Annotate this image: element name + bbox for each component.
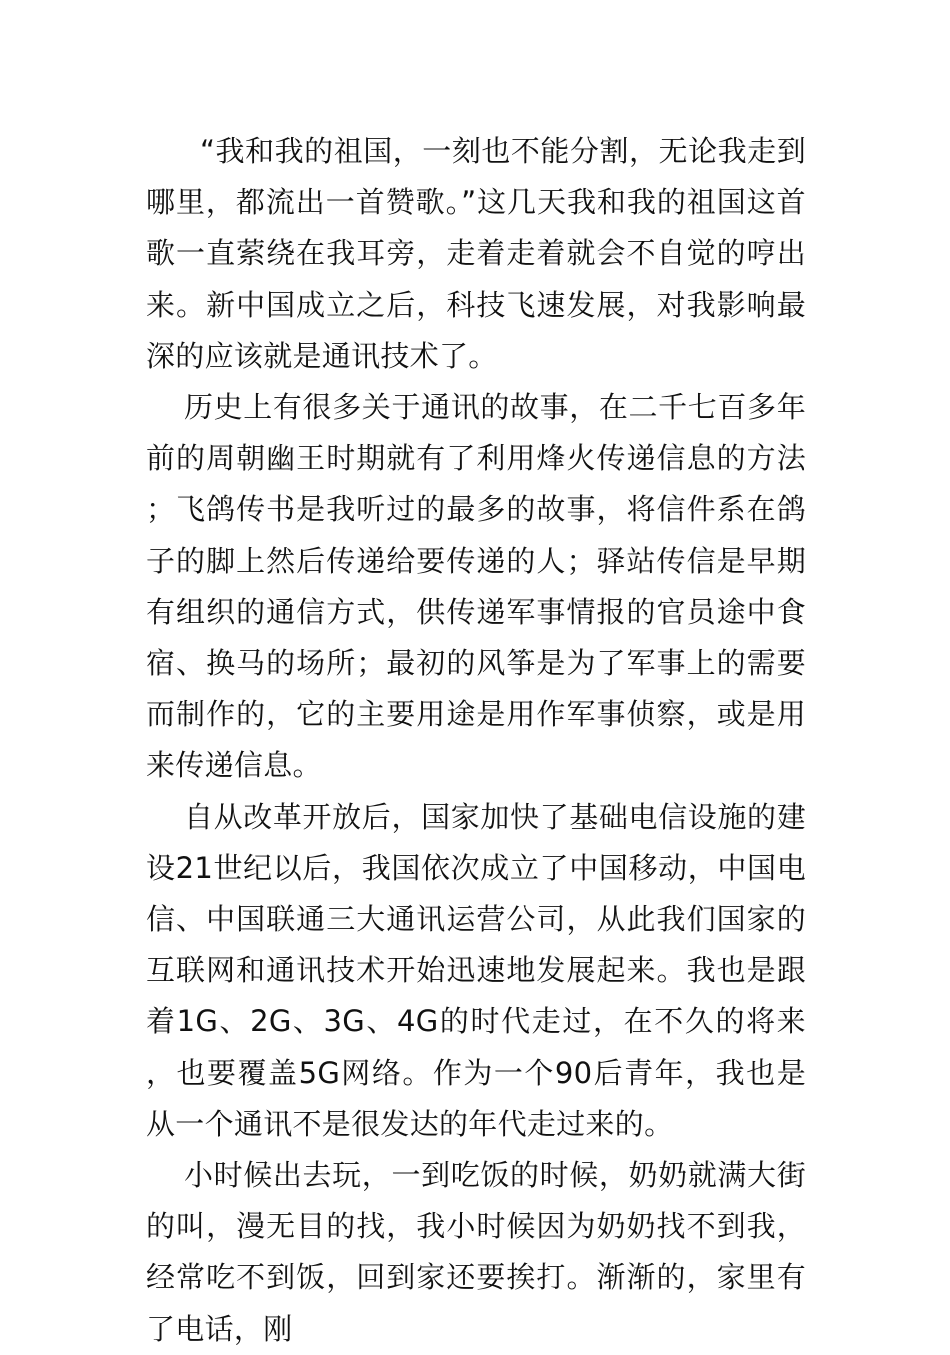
paragraph-1: “我和我的祖国，一刻也不能分割，无论我走到哪里，都流出一首赞歌。”这几天我和我的祖国这首歌一直萦绕在我耳旁，走着走着就会不自觉的哼出来。新中国成立之后，科技飞速发展，对我影响最深的应该就是通讯技术了。 <box>146 134 806 373</box>
paragraph-4: 小时候出去玩，一到吃饭的时候，奶奶就满大街的叫，漫无目的找，我小时候因为奶奶找不到我，经常吃不到饭，回到家还要挨打。渐渐的，家里有了电话，刚 <box>146 1158 806 1346</box>
paragraph-3: 自从改革开放后，国家加快了基础电信设施的建设21世纪以后，我国依次成立了中国移动，中国电信、中国联通三大通讯运营公司，从此我们国家的互联网和通讯技术开始迅速地发展起来。我也是跟着1G、2G、3G、4G的时代走过，在不久的将来，也要覆盖5G网络。作为一个90后青年，我也是从一个通讯不是很发达的年代走过来的。 <box>146 799 806 1141</box>
paragraph-2: 历史上有很多关于通讯的故事，在二千七百多年前的周朝幽王时期就有了利用烽火传递信息的方法；飞鸽传书是我听过的最多的故事，将信件系在鸽子的脚上然后传递给要传递的人；驿站传信是早期有组织的通信方式，供传递军事情报的官员途中食宿、换马的场所；最初的风筝是为了军事上的需要而制作的，它的主要用途是用作军事侦察，或是用来传递信息。 <box>146 390 806 783</box>
document-body <box>146 126 806 1355</box>
